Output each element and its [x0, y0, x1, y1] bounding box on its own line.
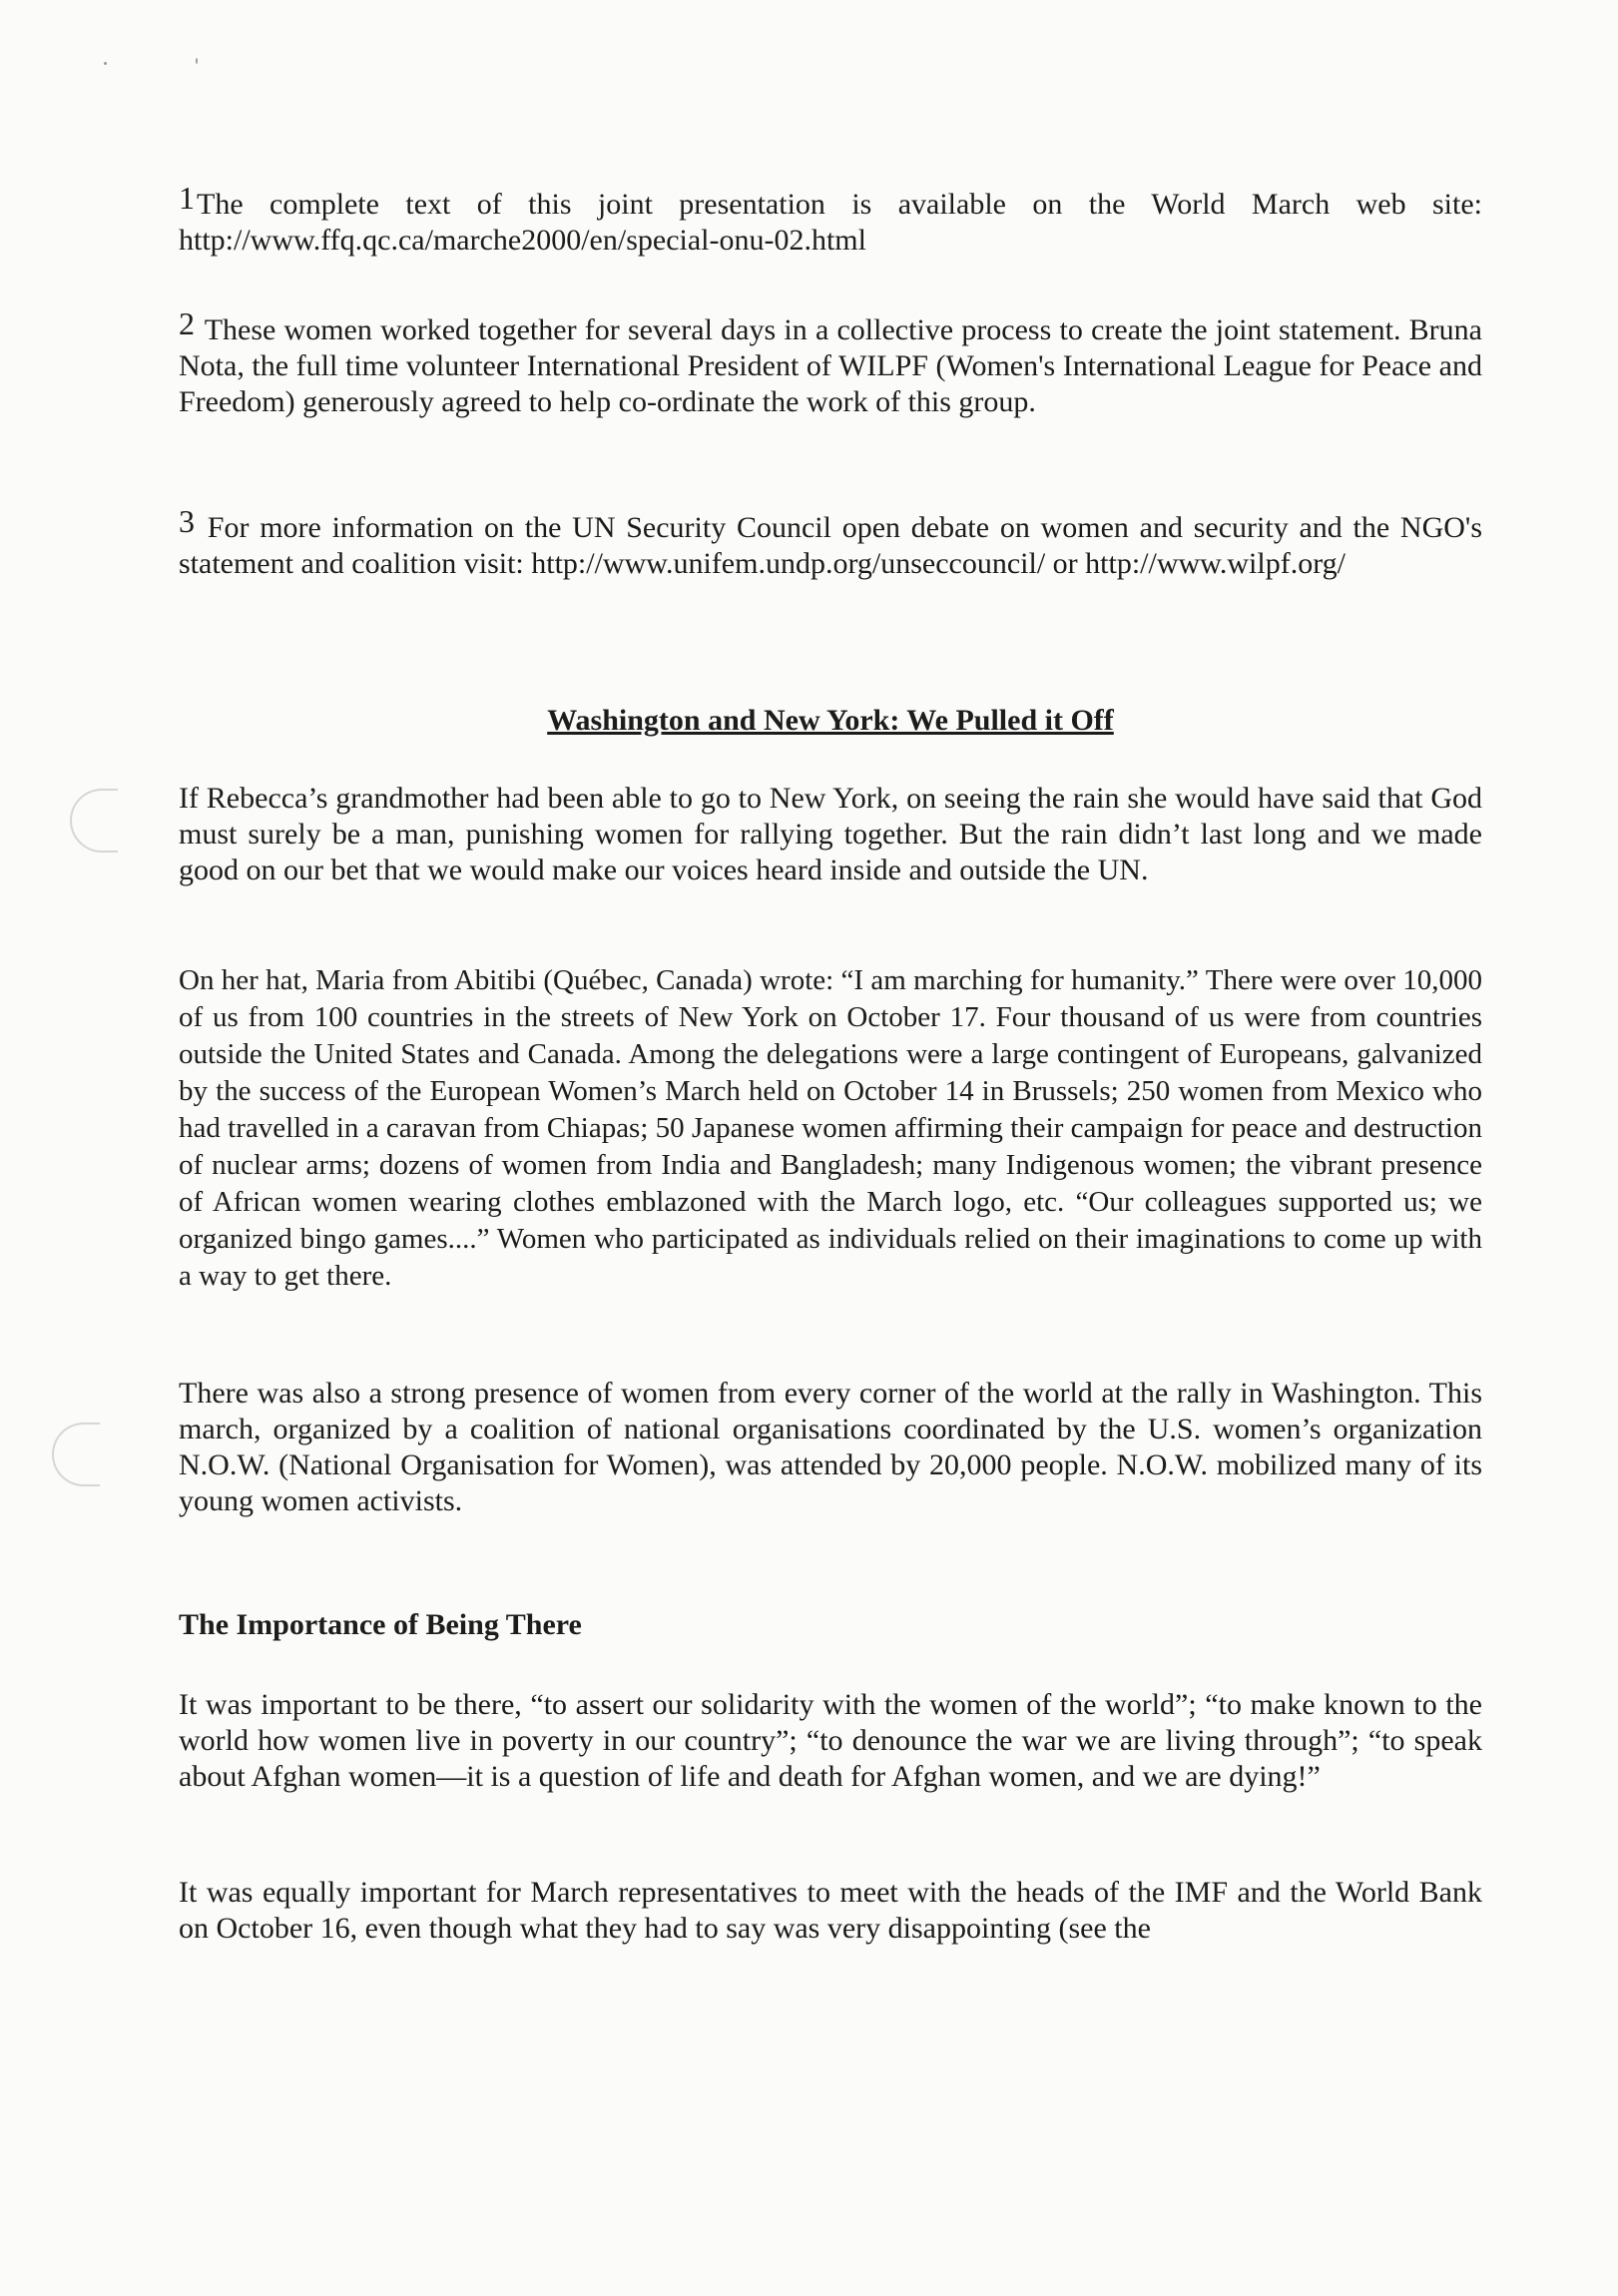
section-heading: Washington and New York: We Pulled it Off [547, 704, 1114, 737]
punch-hole-mark [70, 789, 118, 853]
scan-speck [196, 58, 198, 64]
body-paragraph: There was also a strong presence of women from every corner of the world at the rally in Washington. This march, organized by a coalition of national organisations coordinated by the U.S. women’s organization N.O.W. (National Organisation for Women), was attended by 20,000 people. N.O.W. mobilized many of its young women activists. [179, 1377, 1482, 1517]
body-paragraph: It was important to be there, “to assert our solidarity with the women of the world”; “to make known to the world how women live in poverty in our country”; “to denounce the war we are living through”; “to speak about Afghan women—it is a question of life and death for Afghan women, and we are dying!” [179, 1688, 1482, 1793]
footnote-3 [179, 503, 1482, 582]
body-paragraph: On her hat, Maria from Abitibi (Québec, Canada) wrote: “I am marching for humanity.” There were over 10,000 of us from 100 countries in the streets of New York on October 17. Four thousand of us were from countries outside the United States and Canada. Among the delegations were a large contingent of Europeans, galvanized by the success of the European Women’s March held on October 14 in Brussels; 250 women from Mexico who had travelled in a caravan from Chiapas; 50 Japanese women affirming their campaign for peace and destruction of nuclear arms; dozens of women from India and Bangladesh; many Indigenous women; the vibrant presence of African women wearing clothes emblazoned with the March logo, etc. “Our colleagues supported us; we organized bingo games....” Women who participated as individuals relied on their imaginations to come up with a way to get there. [179, 964, 1482, 1292]
footnote-text: The complete text of this joint presentation is available on the World March web site: http://www.ffq.qc.ca/marche2000/en/special-onu-02.html [179, 188, 1482, 257]
footnote-number: 2 [179, 305, 195, 341]
body-paragraph: If Rebecca’s grandmother had been able to go to New York, on seeing the rain she would have said that God must surely be a man, punishing women for rallying together. But the rain didn’t last long and we made good on our bet that we would make our voices heard inside and outside the UN. [179, 782, 1482, 886]
footnote-2 [179, 305, 1482, 420]
footnote-text: For more information on the UN Security Council open debate on women and security and the NGO's statement and coalition visit: http://www.unifem.undp.org/unseccouncil/ or http://www.wilpf.org/ [179, 511, 1483, 580]
footnote-text: These women worked together for several days in a collective process to create the joint statement. Bruna Nota, the full time volunteer International President of WILPF (Women's International League for Peace and Freedom) generously agreed to help co-ordinate the work of this group. [179, 313, 1482, 418]
body-paragraph: It was equally important for March representatives to meet with the heads of the IMF and the World Bank on October 16, even though what they had to say was very disappointing (see the [179, 1876, 1482, 1945]
punch-hole-mark [52, 1423, 100, 1486]
scan-speck [104, 62, 107, 65]
subsection-heading: The Importance of Being There [179, 1608, 582, 1641]
footnote-1 [179, 180, 1482, 259]
footnote-number: 3 [179, 503, 195, 539]
footnote-number: 1 [179, 180, 195, 216]
